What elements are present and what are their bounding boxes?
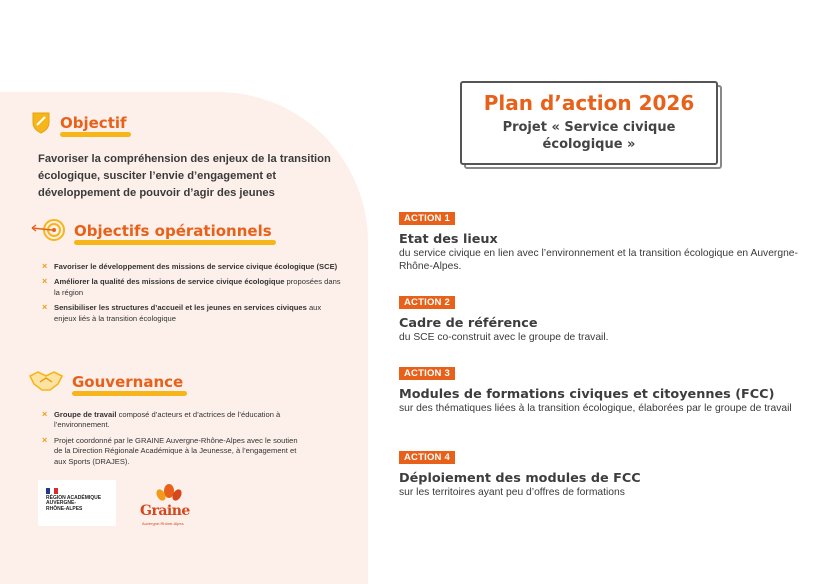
operationnels-list <box>42 262 342 329</box>
gouvernance-title: Gouvernance <box>72 373 183 394</box>
plan-title: Plan d’action 2026 <box>483 91 695 115</box>
action-4 <box>399 447 799 499</box>
objectif-text: Favoriser la compréhension des enjeux de la transition écologique, susciter l’envie d’engagement et développement de pouvoir d’agir des jeunes <box>38 153 331 199</box>
objectif-title: Objectif <box>60 114 127 135</box>
action-2 <box>399 292 799 344</box>
plan-subtitle: Projet « Service civique écologique » <box>502 120 676 152</box>
action-title: Cadre de référence <box>399 316 538 331</box>
region-logo-text: RÉGION ACADÉMIQUE AUVERGNE- RHÔNE-ALPES <box>46 495 102 512</box>
target-icon <box>30 218 66 247</box>
action-3 <box>399 363 799 415</box>
graine-wordmark: Graine <box>140 503 190 519</box>
action-tag: ACTION 2 <box>399 296 455 309</box>
operationnels-header <box>30 218 272 247</box>
action-1 <box>399 208 799 273</box>
action-desc: du service civique en lien avec l’environnement et la transition écologique en Auvergne-Rhône-Alpes. <box>399 248 798 272</box>
action-desc: sur les territoires ayant peu d’offres de formations <box>399 487 625 498</box>
list-item: × Groupe de travail composé d’acteurs et d’actrices de l’éducation à l’environnement. <box>42 410 304 431</box>
objectif-header <box>30 110 127 139</box>
action-tag: ACTION 4 <box>399 451 455 464</box>
region-academique-logo <box>38 480 116 526</box>
gouvernance-header <box>28 368 183 399</box>
action-title: Etat des lieux <box>399 232 498 247</box>
handshake-icon <box>28 368 64 399</box>
action-desc: du SCE co-construit avec le groupe de travail. <box>399 332 609 343</box>
action-tag: ACTION 1 <box>399 212 455 225</box>
shield-icon <box>30 110 52 139</box>
action-title: Modules de formations civiques et citoyennes (FCC) <box>399 387 775 402</box>
list-item: × Sensibiliser les structures d’accueil et les jeunes en services civiques aux enjeux liés à la transition écologique <box>42 303 342 324</box>
gouvernance-list <box>42 410 304 472</box>
list-item: × Améliorer la qualité des missions de service civique écologique proposées dans la région <box>42 277 342 298</box>
action-desc: sur des thématiques liées à la transition écologique, élaborées par le groupe de travail <box>399 403 792 414</box>
french-flag-icon <box>46 488 58 494</box>
list-item: × Projet coordonné par le GRAINE Auvergne-Rhône-Alpes avec le soutien de la Direction Régionale Académique à la Jeunesse, à l’engagement et aux Sports (DRAJES). <box>42 436 304 467</box>
action-title: Déploiement des modules de FCC <box>399 471 641 486</box>
list-item: × Favoriser le développement des missions de service civique écologique (SCE) <box>42 262 342 272</box>
graine-logo <box>140 483 200 529</box>
leaves-icon <box>154 483 184 505</box>
operationnels-title: Objectifs opérationnels <box>74 222 272 243</box>
action-tag: ACTION 3 <box>399 367 455 380</box>
graine-subtext: Auvergne-Rhône-Alpes <box>142 521 184 526</box>
plan-box <box>460 81 718 165</box>
